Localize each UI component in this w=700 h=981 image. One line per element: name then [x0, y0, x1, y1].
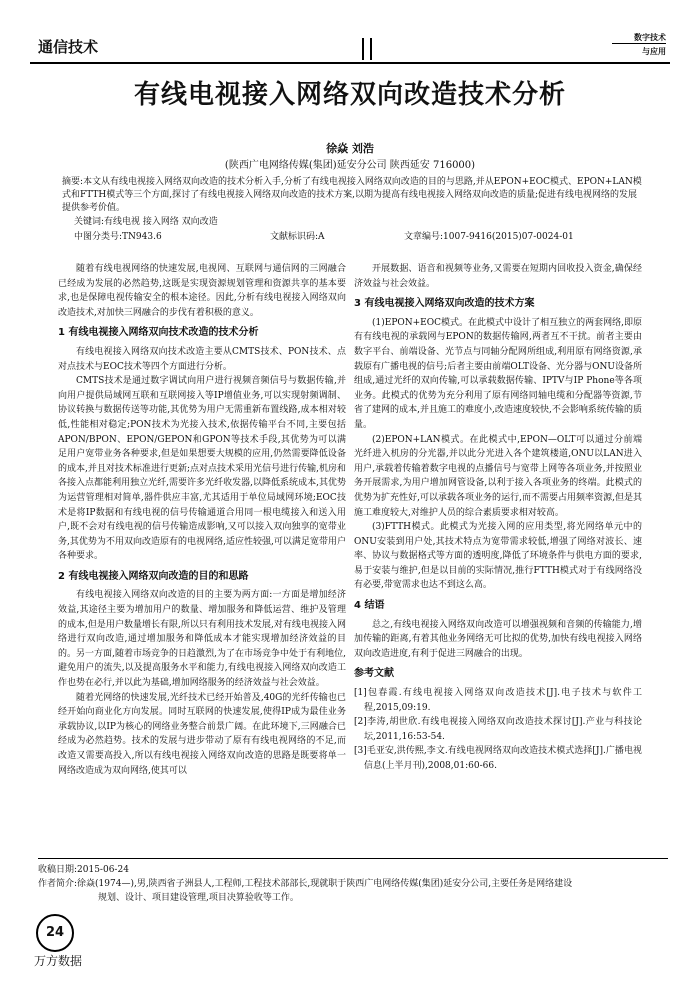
- watermark: 万方数据: [34, 954, 83, 968]
- received-date: 收稿日期:2015-06-24: [38, 865, 129, 875]
- paragraph: 开展数据、语音和视频等业务,又需要在短期内回收投入资金,确保经济效益与社会效益。: [354, 264, 642, 289]
- affiliation: (陕西广电网络传媒(集团)延安分公司 陕西延安 716000): [224, 160, 476, 171]
- abstract: 摘要:本文从有线电视接入网络双向改造的技术分析入手,分析了有线电视接入网络双向改造的目的与思路,并从EPON+EOC模式、EPON+LAN模式和FTTH模式等三个方面,探讨了有线电视接入网络双向改造的技术方案,以期为提高有线电视接入网络双向改造的质量;促进有线电视网络的发展提供参考价值。: [62, 177, 642, 213]
- page-number: 24: [45, 925, 65, 940]
- body-column-right: [354, 262, 642, 774]
- document-code: 文献标识码:A: [270, 232, 325, 242]
- section-label: 通信技术: [38, 38, 99, 56]
- reference-item: [1]包春霞.有线电视接入网络双向改造技术[J].电子技术与软件工程,2015,09:19.: [354, 688, 642, 713]
- paragraph: (2)EPON+LAN模式。在此模式中,EPON—OLT可以通过分前端光纤进入机房的分光器,并以此分光进入各个建筑楼道,ONU以LAN进入用户,承载着传输着数字电视的点播信号与宽带上网等各项业务,并按照业务开展需求,为用户增加网管设备,以利于接入各项业务的终端。此模式的优势为扩充性好,可以承载各项业务的运行,而不需要占用频率资源,但是其施工难度较大,对维护人员的综合素质要求相对较高。: [354, 434, 642, 518]
- header-divider-icon: [362, 38, 382, 60]
- section-heading: 2 有线电视接入网络双向改造的目的和思路: [58, 570, 249, 582]
- author-bio: 作者简介:徐焱(1974—),男,陕西省子洲县人,工程师,工程技术部部长,现就职于陕西广电网络传媒(集团)延安分公司,主要任务是网络建设: [38, 879, 573, 889]
- journal-badge-bottom: 与应用: [642, 47, 666, 56]
- body-column-left: [58, 262, 346, 778]
- journal-badge-top: 数字技术: [634, 33, 666, 42]
- paragraph: 随着光网络的快速发展,光纤技术已经开始普及,40G的光纤传输也已经开始向商业化方向发展。同时互联网的快速发展,使得IP成为最佳业务承载协议,以IP为核心的网络业务整合前景广阔。在此环境下,三网融合已经成为必然趋势。技术的发展与进步带动了原有有线电视网络的不足,而改造又需要高投入,所以有线电视接入网络双向改造的思路是既要将单一网络改造成为双向网络,使其可以: [58, 692, 346, 776]
- keywords: 关键词:有线电视 接入网络 双向改造: [74, 217, 218, 227]
- paragraph: 有线电视接入网络双向改造的目的主要为两方面:一方面是增加经济效益,其途径主要为增加用户的数量、增加服务和降低运营、维护及管理的成本,但是用户数量增长有限,所以只有利用技术发展,对有线电视接入网络进行双向改造,通过增加服务和降低成本才能实现增加经济效益的目的。另一方面,随着市场竞争的日趋激烈,为了在市场竞争中处于有利地位,避免用户的流失,以及提高服务水平和能力,有线电视接入网络双向改造工作也势在必行,并以此为基础,增加网络服务的经济效益与社会效益。: [58, 590, 346, 689]
- section-heading: 3 有线电视接入网络双向改造的技术方案: [354, 298, 535, 310]
- paragraph: (1)EPON+EOC模式。在此模式中设计了相互独立的两套网络,即原有有线电视的承载网与EPON的数据传输网,两者互不干扰。前者主要由数字平台、前端设备、光节点与同轴分配网所组成,利用原有网络资源,承载原有广播电视的信号;后者主要由前端OLT设备、光分器与ONU设备所组成,通过光纤的双向传输,可以承载数据传输、IPTV与IP Phone等各项业务。此模式的优势为充分利用了原有网络同轴电缆和分配器等资源,节省了建网的成本,并且施工的难度小,改造速度较快,不会影响系统传输的质量。: [354, 317, 642, 430]
- section-heading: 1 有线电视接入网络双向技术改造的技术分析: [58, 327, 259, 339]
- section-heading: 参考文献: [354, 668, 394, 680]
- clc-number: 中图分类号:TN943.6: [74, 232, 162, 242]
- reference-item: [3]毛亚安,洪传熙,李文.有线电视网络双向改造技术模式选择[J].广播电视信息(上半月刊),2008,01:60-66.: [354, 746, 642, 771]
- page-header: [30, 33, 670, 64]
- paragraph: 有线电视接入网络双向技术改造主要从CMTS技术、PON技术、点对点技术与EOC技术等四个方面进行分析。: [58, 346, 346, 372]
- paragraph: 随着有线电视网络的快速发展,电视网、互联网与通信网的三网融合已经成为发展的必然趋势,这既是实现资源规划管理和资源共享的基本要求,也是保障电视传输安全的根本途径。因此,分析有线电视接入网络双向改造技术,对加快三网融合的步伐有着积极的意义。: [58, 264, 346, 318]
- page-number-badge: [36, 914, 74, 952]
- paragraph: 总之,有线电视接入网络双向改造可以增强视频和音频的传输能力,增加传输的距离,有着其他业务网络无可比拟的优势,加快有线电视接入网络双向改造进度,有利于促进三网融合的出现。: [354, 619, 642, 659]
- paragraph: CMTS技术是通过数字调试向用户进行视频音频信号与数据传输,并向用户提供局域网互联和互联网接入等IP增值业务,可以实现射频调制、协议转换与数据传送等功能,其优势为用户无需重新布置线路,成本相对较低,性能相对稳定;PON技术为光接入技术,依据传输平台不同,主要包括APON/BPON、EPON/GEPON和GPON等技术手段,其优势为可以满足用户宽带业务各种要求,但是如果想要大规模的应用,仍然需要降低设备的成本,并且对技术标准进行更新;点对点技术采用光信号进行传输,机房和各接入点都能利用独立光纤,需要许多光纤收发器,以降低系统成本,其优势为运营管理相对简单,器件供应丰富,尤其适用于单位局域网环境;EOC技术是将IP数据和有线电视的信号传输通道合用同一根电缆接入和送入用户,既不会对有线电视的信号传输造成影响,又可以接入双向独享的宽带业务,其优势为不用双向改造原有的电视网络,适应性较强,可以满足宽带用户各种要求。: [58, 376, 346, 562]
- paragraph: (3)FTTH模式。此模式为光接入网的应用类型,将光网络单元中的ONU安装到用户处,其技术特点为宽带需求较低,增强了网络对波长、速率、协议与数据格式等方面的透明度,降低了环境条件与供电方面的要求,易于安装与维护,但是以目前的实际情况,推行FTTH模式对于有线网络没有必要,带宽需求也达不到这么高。: [354, 522, 642, 591]
- authors: 徐焱 刘浩: [326, 142, 374, 155]
- author-bio-cont: 规划、设计、项目建设管理,项目决算验收等工作。: [98, 893, 299, 903]
- article-number: 文章编号:1007-9416(2015)07-0024-01: [404, 232, 574, 242]
- paper-title: 有线电视接入网络双向改造技术分析: [133, 80, 566, 110]
- footnote: [38, 858, 668, 905]
- section-heading: 4 结语: [354, 600, 385, 612]
- journal-badge: [610, 32, 666, 62]
- reference-item: [2]李涛,胡世欣.有线电视接入网络双向改造技术探讨[J].产业与科技论坛,2011,16:53-54.: [354, 717, 642, 742]
